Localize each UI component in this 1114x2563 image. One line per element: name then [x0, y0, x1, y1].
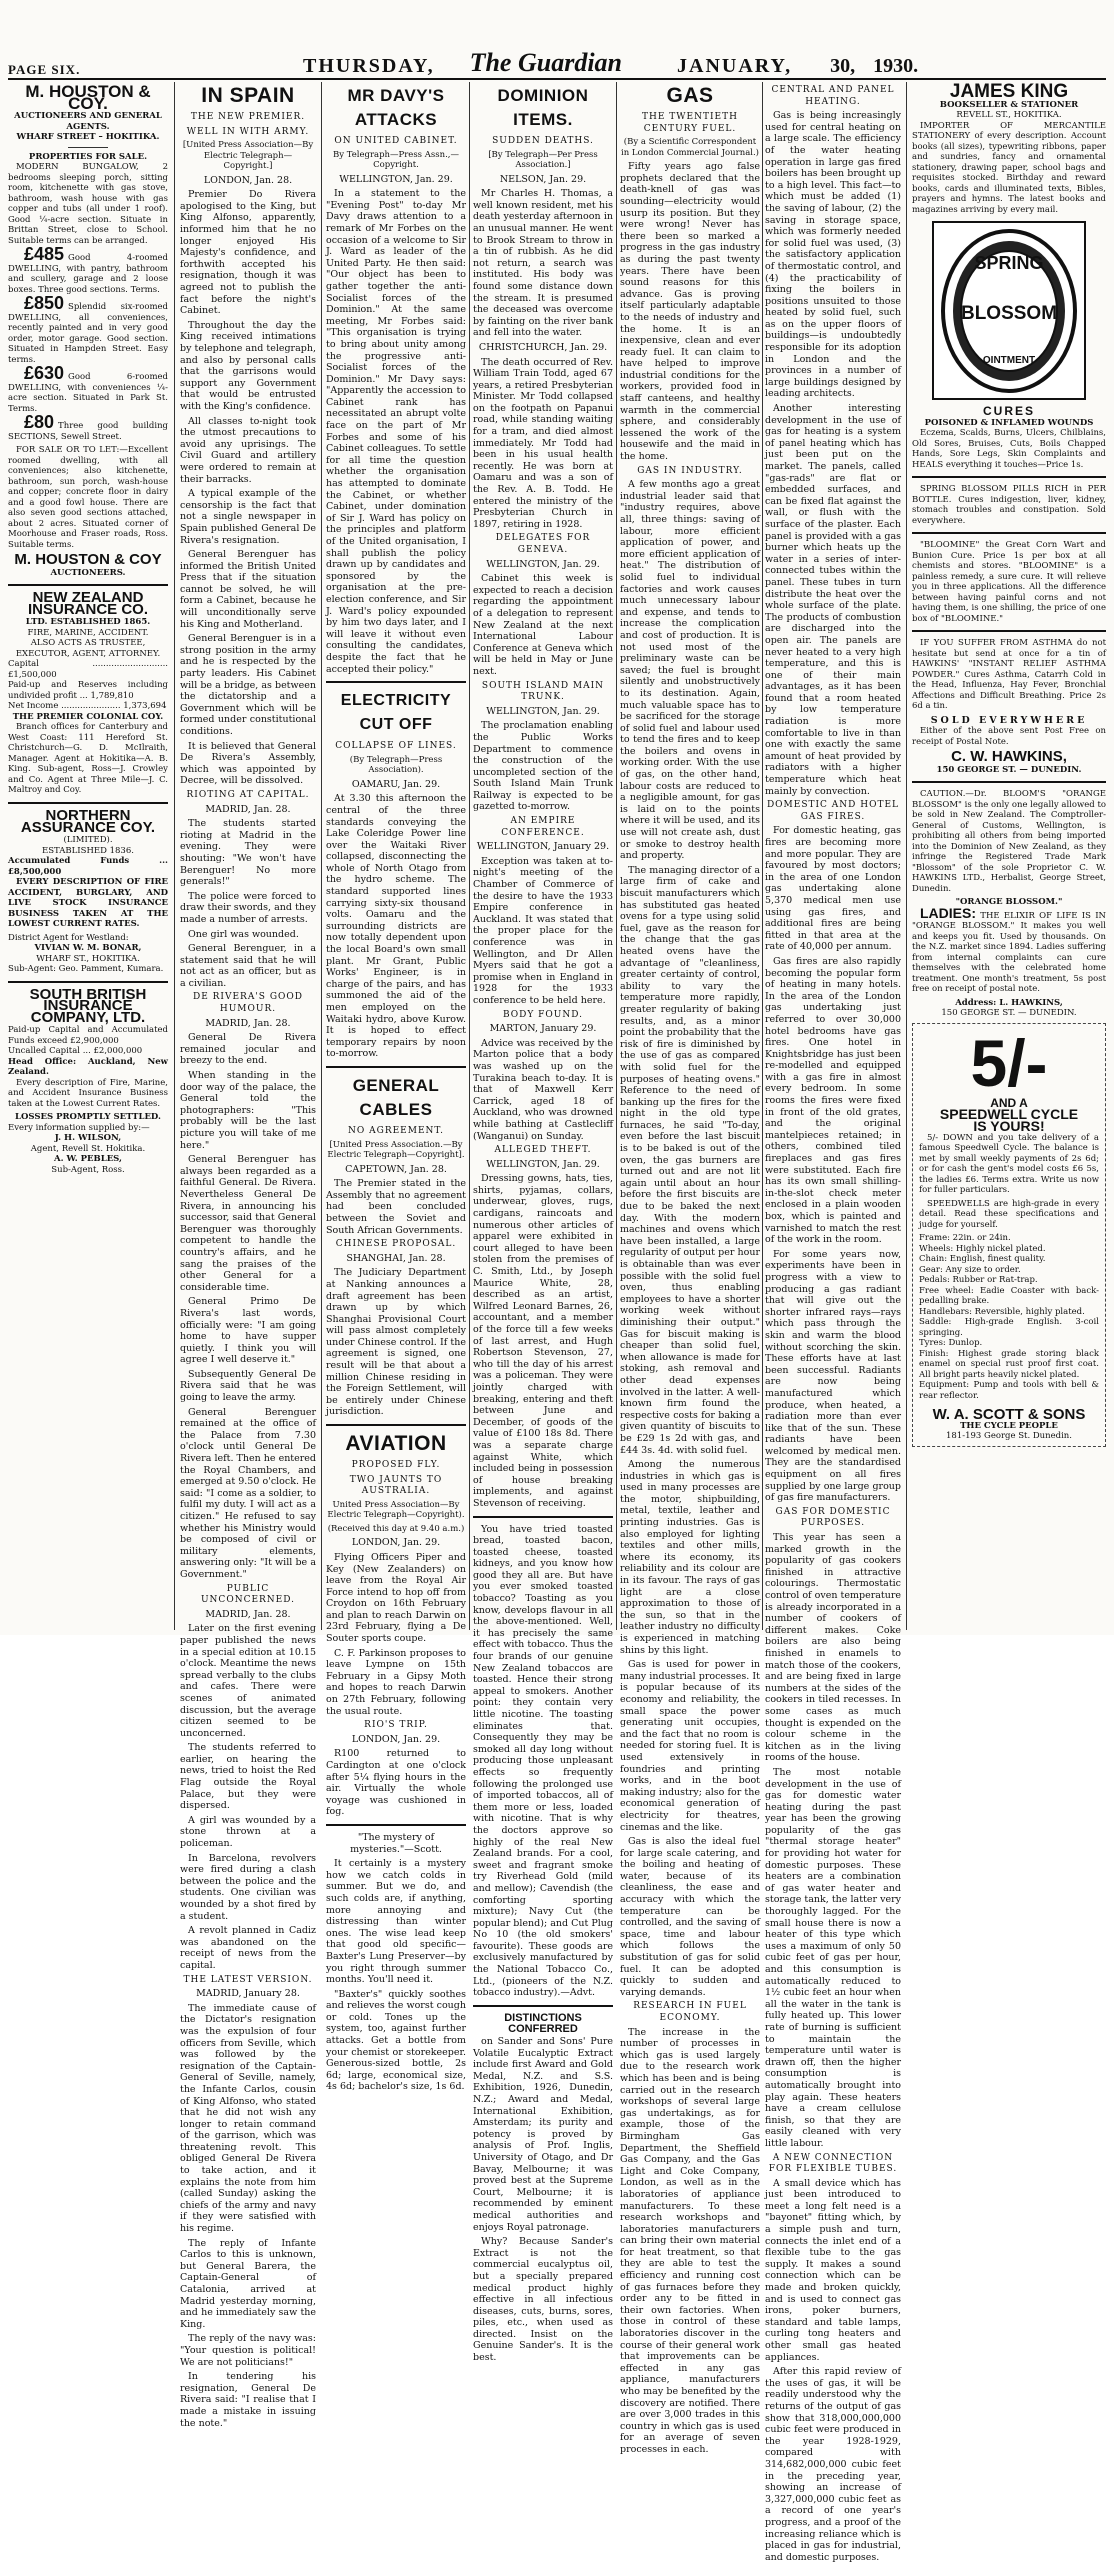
paragraph: The reply of the navy was: "Your question is political! We are not politicians!": [180, 2333, 316, 2368]
insurance-uncalled: Uncalled Capital ... £2,000,000: [8, 1046, 143, 1057]
spec-item: Handlebars: Reversible, highly plated.: [919, 1306, 1085, 1317]
paragraph: Another interesting development in the use of gas for heating is a system of panel heating which has just been put on the market. The panels, called "gas-rads" are flat or embedded surfaces, and can be fixed flat against the wall, or flush with the surface of the plaster. Each panel is provided with a gas burner which heats up the water in a series of inter-connected tubes within the panel. These tubes in turn distribute the heat over the whole surface of the plate. The products of combustion are discharged into the open air. The panels are never heated to a very high temperature, and this is one of their main advantages, as it has been found that a room heated by low temperature radiation is more comfortable to live in than one with exactly the same amount of heat provided by radiators with a higher temperature which heat mainly by convection.: [765, 403, 901, 797]
spec-item: Gear: Any size to order.: [919, 1264, 1021, 1275]
firm-address: REVELL ST., HOKITIKA.: [956, 110, 1062, 121]
column-rule: [762, 82, 763, 1630]
issue-year: 1930.: [873, 55, 919, 77]
issue-month: JANUARY,: [677, 55, 793, 77]
advert-quote: "The mystery of mysteries."—Scott.: [350, 1831, 442, 1855]
article-subhead: WELL IN WITH ARMY.: [186, 126, 310, 137]
divider: [912, 781, 1106, 783]
divider: [8, 584, 168, 586]
firm-subtitle: AUCTIONEERS AND GENERAL AGENTS.: [14, 111, 162, 132]
spec-item: Chain: English, finest quality.: [919, 1254, 1046, 1265]
dateline: WELLINGTON, January 29.: [476, 841, 610, 853]
paragraph: The reply of Infante Carlos to this is unknown, but General Barera, the Captain-General of Catalonia, arrived at Madrid yesterday morning, and he immediately saw the King.: [180, 2237, 316, 2330]
dateline: OAMARU, Jan. 29.: [351, 778, 441, 790]
column-rule: [616, 82, 617, 1630]
cures-heading: CURES: [982, 404, 1035, 419]
divider: [8, 981, 168, 983]
article-subhead: CENTRAL AND PANEL HEATING.: [771, 85, 895, 107]
cycle-intro: SPEEDWELLS are high-grade in every detail. Read these specifications and judge for yourself.: [919, 1198, 1099, 1230]
insurance-branch-offices: Branch offices for Canterbury and West Coast: 111 Hereford St. Christchurch—G. D. McIlraith, Manager. Agent at Hokitika—A. B. King. Sub-agent, Ross—J. Crowley and Co. Agent at Three Mile—J. C. Maltroy and Coy.: [8, 722, 168, 796]
property-listing: Good 4-roomed DWELLING, with pantry, bathroom and scullery, garage and 2 loose boxes. Three good sections. Terms.: [8, 253, 168, 295]
paragraph: C. F. Parkinson proposes to leave Lympne on 15th February in a Gipsy Moth and hopes to reach Darwin on 27th February, following the usual route.: [326, 1647, 466, 1717]
insurance-also: ALSO ACTS AS TRUSTEE, EXECUTOR, AGENT, ATTORNEY.: [15, 638, 161, 659]
paragraph: R100 returned to Cardington at one o'clock after 5¼ flying hours in the air. Virtually the whole voyage was cushioned in fog.: [326, 1748, 466, 1818]
advert-paragraph: on Sander and Sons' Pure Volatile Eucalyptic Extract include first Award and Gold Medal, N.Z. and S.S. Exhibition, 1926, Dunedin, N.Z.; Award and Medal, International Exhibition, Amsterdam; its purity and potency is proved by analysis of Prof. Inglis, University of Otago, and Dr Bavay, Melbourne; it was proved best at the Supreme Court, Melbourne; it is recommended by eminent medical authorities and enjoys Royal patronage.: [473, 2036, 613, 2233]
paragraph: Later on the first evening paper published the news in a special edition at 10.15 o'clock. Meantime the news spread verbally to the clubs and cafes. There were scenes of animated discussion, but the average citizen seemed to be unconcerned.: [180, 1623, 316, 1739]
properties-heading: PROPERTIES FOR SALE.: [28, 151, 148, 162]
article-subhead: COLLAPSE OF LINES.: [335, 741, 457, 752]
paragraph: For some years now, experiments have been in progress with a view to producing a gas radiant that will give out the shorter infrared rays—rays which pass through the skin and warm the blood without scorching the skin. These efforts have at last been successful. Radiants are now being manufactured which produce, when heated, a radiation more than ever like that of the sun. These radiants have been welcomed by medical men. They are the standardised equipment on all fires supplied by one large group of gas fire manufacturers.: [765, 1248, 901, 1504]
sold-note: Either of the above sent Post Free on receipt of Postal Note.: [912, 726, 1106, 747]
spec-item: Pedals: Rubber or Rat-trap.: [919, 1275, 1038, 1286]
paragraph: The increase in the number of processes in which gas is used largely due to the research work which has been and is being carried out in the research workshops of several large gas undertakings, as for example, those of the Birmingham Gas Department, the Sheffield Gas Company, and the Gas Light and Coke Company, London, as well as in the laboratories of appliance manufacturers. To these research workshops and laboratories manufacturers can bring their own material for heat treatment, so that they are able to test the efficiency and running cost of gas furnaces before they order any to be fitted in their own factories. When those in control of these laboratories discover in the course of their general work that improvements can be effected in any gas appliance, manufacturers who may be benefited by the discovery are notified. There are over 3,000 trades in this country in which gas is used for an average of seven processes in each.: [620, 2026, 760, 2455]
wire-credit: [By Telegraph—Per Press Association.]: [488, 149, 598, 171]
column-gas: [620, 82, 760, 2455]
article-subhead: DELEGATES FOR GENEVA.: [495, 533, 591, 555]
agent-heading: District Agent for Westland:: [8, 932, 129, 943]
scott-address: 181-193 George St. Dunedin.: [946, 1431, 1072, 1442]
page-number: PAGE SIX.: [8, 62, 81, 77]
paragraph: It is believed that General De Rivera's Assembly, which was appointed by Decree, will be dissolved.: [180, 740, 316, 787]
insurance-company-name: SOUTH BRITISH INSURANCE COMPANY, LTD.: [29, 985, 147, 1026]
agent-name: J. H. WILSON,: [54, 1133, 122, 1144]
cycle-brand: SPEEDWELL CYCLE: [939, 1106, 1079, 1123]
paragraph: The most notable development in the use of gas for domestic water heating during the past year has been the growing popularity of the gas "thermal storage heater" for providing hot water for domestic purposes. These heaters are a combination of gas water heater and storage tank, the latter very thoroughly lagged. For the small house there is now a heater of this type which uses a maximum of only 50 cubic feet of gas per hour, and this consumption is automatically reduced to 1½ cubic feet an hour when all the water in the tank is fully heated up. This lower rate of burning is sufficient to maintain the temperature until water is drawn off, then the higher consumption is automatically brought into play again. These heaters have a cream cellulose finish, so that they are easily cleaned with very little labour.: [765, 1766, 901, 2149]
paragraph: Gas is also the ideal fuel for large scale catering, and the boiling and heating of water, because of its cleanliness, the ease and accuracy with which the temperature can be controlled, and the saving of space, time and labour which follows the substitution of gas for solid fuel. It can be adopted quickly to sudden and varying demands.: [620, 1836, 760, 1998]
dateline: CAPETOWN, Jan. 28.: [345, 1163, 447, 1175]
spec-item: Free wheel: Eadie Coaster with back-pedalling brake.: [919, 1285, 1099, 1307]
wire-credit: By Telegraph—Press Assn.,—Copyright.: [332, 149, 459, 171]
blossom-top-text: SPRING: [974, 253, 1044, 274]
column-rule: [321, 82, 322, 1630]
paragraph: Flying Officers Piper and Key (New Zealanders) on leave from the Royal Air Force intend to hop off from Croydon on 16th February and plan to reach Darwin on 23rd February, flying a De Souter sports coupe.: [326, 1551, 466, 1645]
orange-blossom-heading: "ORANGE BLOSSOM.": [955, 897, 1063, 908]
paragraph: After this rapid review of the uses of gas, it will be readily understood why the returns of the output of gas show that 318,000,000,000 cubic feet were produced in the year 1928-1929, compared with 314,682,000,000 cubic feet in the preceding year, showing an increase of 3,327,000,000 cubic feet as a record of one year's progress, and a proof of the increasing reliance which is placed in gas for industrial, and domestic purposes.: [765, 2366, 901, 2563]
dateline: MADRID, Jan. 28.: [205, 1608, 291, 1620]
paragraph: Exception was taken at to-night's meeting of the Chamber of Commerce of the desire to have the 1933 Empire conference in Auckland. It was stated that the proper place for the conference was in Wellington, and Dr Allen Myers said that he got a promise when in England in 1928 for the 1933 conference to be held here.: [473, 855, 613, 1006]
paragraph: General Berenguer, in a statement said that he will not act as an officer, but as a civilian.: [180, 943, 316, 989]
firm-name-james-king: JAMES KING: [949, 81, 1069, 102]
sub-agent: Sub-Agent: Geo. Pamment, Kumara.: [8, 964, 164, 975]
ladies-heading: LADIES:: [920, 904, 976, 921]
paragraph: The police were forced to draw their swords, and they made a number of arrests.: [180, 890, 316, 925]
agent-address: WHARF ST., HOKITIKA.: [36, 953, 140, 964]
caution-notice: CAUTION.—Dr. BLOOM'S "ORANGE BLOSSOM" is the only one legally allowed to be sold in New Zealand. The Comptroller-General of Customs, Wellington, is prohibiting all others from being imported into the Dominion of New Zealand, as they infringe the Registered Trade Mark "Blossom" of the sole Proprietor C. W. HAWKINS LTD., Herbalist, George Street, Dunedin.: [912, 789, 1106, 894]
column-advertisements-right: [912, 82, 1106, 1630]
asthma-advert: IF YOU SUFFER FROM ASTHMA do not hesitate but send at once for a tin of HAWKINS' "INSTANT RELIEF ASTHMA POWDER." Cures Asthma, Catarrh Cold in the Head, Influenza, Hay Fever, Bronchial Affections and Difficult Breathing. Price 2s 6d a tin.: [912, 638, 1106, 712]
article-subhead: DE RIVERA'S GOOD HUMOUR.: [193, 992, 303, 1015]
article-headline: MR DAVY'S ATTACKS: [347, 86, 445, 129]
paragraph: A revolt planned in Cadiz was abandoned on the receipt of news from the capital.: [180, 1925, 316, 1971]
bloomine-advert: "BLOOMINE" the Great Corn Wart and Bunion Cure. Price 1s per box at all chemists and stores. "BLOOMINE" is a painless remedy, a sure cure. It will relieve you in three applications. All the difference between having painful corns and not having them, is one shilling, the price of one box of "BLOOMINE.": [912, 540, 1106, 624]
article-subhead: SUDDEN DEATHS.: [492, 136, 594, 146]
agent-name: A. W. PEBLES,: [54, 1154, 122, 1165]
paragraph: General Primo De Rivera's last words, officially were: "I am going home to have supper quietly. I think you will agree I well deserve it.": [180, 1296, 316, 1366]
article-subhead: NO AGREEMENT.: [348, 1125, 444, 1136]
firm-name-houston: M. HOUSTON & COY.: [25, 82, 151, 113]
dateline: WELLINGTON, Jan. 29.: [486, 705, 600, 717]
divider: [326, 1424, 466, 1426]
paragraph: Gas is being increasingly used for central heating on a large scale. The efficiency of the water heating operation in large gas fired boilers has been brought up to a high level. This fact—to which must be added (1) the saving of labour, (2) the saving in storage space, which was formerly needed for solid fuel was used, (3) the satisfactory application of thermostatic control, and (4) the practicability of fixing the boilers in positions unsuited to those heated by solid fuel, such as on the upper floors of buildings—is undoubtedly responsible for its adoption in London and the provinces in a number of large buildings designed by leading architects.: [765, 110, 901, 400]
speedwell-advert: [912, 1023, 1106, 1447]
sold-everywhere: SOLD EVERYWHERE: [930, 714, 1088, 726]
paragraph: General Berenguer has always been regarded as a faithful General. De Rivera. Nevertheless General De Rivera, in announcing his successor, said that General Berenguer was thoroughly competent to handle the country's affairs, and he sang the praises of the other General for a considerable time.: [180, 1154, 316, 1293]
divider: [473, 1516, 613, 1518]
column-rule: [469, 82, 470, 1630]
article-headline: GAS: [666, 84, 714, 107]
dateline: WELLINGTON, Jan. 29.: [486, 1158, 600, 1170]
property-price: £630: [24, 363, 65, 384]
paragraph: Gas is used for power in many industrial processes. It is popular because of its economy and reliability, the small space the power generating unit occupies, and the fact that no room is needed for storing fuel. It is used extensively in foundries and printing works, and in the boot making industry; also for the economical generation of electricity for theatres, cinemas and the like.: [620, 1659, 760, 1833]
insurance-capital: Capital ............................ £1,500,000: [8, 659, 168, 680]
paragraph: In a statement to the "Evening Post" to-day Mr Davy draws attention to a remark of Mr Forbes on the occasion of a welcome to Sir J. Ward as leader of the United Party. He then said: "Our object has been to gather together the anti-Socialist forces of the Dominion." At the same meeting, Mr Forbes said: "This organisation is trying to bring about unity among the progressive anti-Socialist forces of the Dominion." Mr Davy says: "Apparently the accession to Cabinet rank has necessitated an abrupt volte face on the part of Mr Forbes and some of his Cabinet colleagues. To settle for all time the question whether the organisation has attempted to dominate the Cabinet, or whether Cabinet, under domination of Sir J. Ward has policy on the principles and platform of the United organisation, I shall publish the policy drawn up by candidates and sponsored by the organisation at the pre-election conference, and Sir J. Ward's policy expounded by him two days later, and I will leave it without even consulting the candidates, despite the fact that he accepted their policy.": [326, 188, 466, 675]
article-subhead: AN EMPIRE CONFERENCE.: [501, 816, 585, 838]
divider: [912, 476, 1106, 478]
dateline: LONDON, Jan. 29.: [351, 1537, 441, 1549]
paragraph: The managing director of a large firm of cake and biscuit manufacturers which has substituted gas heated ovens for a type using solid fuel, gave as the reason for the change that the gas heated ovens have the advantage of "cleanliness, greater certainty of control, ability to vary the temperature more rapidly, greater regularity of baking results, and, as a minor point the probability that the risk of fire is diminished by the use of gas as compared with solid fuel for the purposes of heating ovens." Reference to the need of banking up the fires for the night in the old type furnaces, he said "To-day, even before the last biscuit is to be baked is out of the oven, the gas burners are turned out and are not lit again until about an hour before the first biscuits are due to be baked the next day. With the modern machines and ovens which have been installed, a large regularity of output per hour is obtainable than was ever possible with the solid fuel oven, thus enabling employees to have a shorter working week without diminishing their output." Gas for biscuit making is cheaper than solid fuel, when allowance is made for stoking, ash removal and other dead expenses involved in the latter. A well-known firm found the respective costs for baking a given quantity of biscuits to be £29 1s 2d with gas, and £44 3s. 4d. with solid fuel.: [620, 864, 760, 1456]
dateline: MARTON, January 29.: [489, 1023, 597, 1035]
divider: [326, 681, 466, 683]
column-rule: [174, 82, 175, 1630]
article-subhead: ON UNITED CABINET.: [334, 136, 458, 146]
paragraph: Subsequently General De Rivera said that he was going to leave the army.: [180, 1368, 316, 1404]
divider: [68, 147, 108, 148]
insurance-funds: Accumulated Funds ... £8,500,000: [8, 856, 168, 877]
issue-day: THURSDAY,: [303, 55, 435, 77]
agent-address: Sub-Agent, Ross.: [51, 1164, 125, 1175]
insurance-losses: LOSSES PROMPTLY SETTLED.: [15, 1112, 161, 1123]
paragraph: Throughout the day the King received intimations by telephone and telegraph, and also by personal calls that the garrisons would support any Government that would be entrusted with the King's confidence.: [180, 319, 316, 412]
agent-name: VIVIAN W. M. BONAR,: [34, 943, 142, 954]
property-price: £485: [24, 244, 65, 265]
article-subhead: RESEARCH IN FUEL ECONOMY.: [633, 2001, 747, 2023]
advert-paragraph: You have tried toasted bread, toasted bacon, toasted cheese, toasted kidneys, and you know how good they all are. But have you ever smoked toasted tobacco? Toasting as you know, develops flavour in all the above-mentioned. Well, it has precisely the same effect with tobacco. Thus the four brands of our genuine New Zealand tobaccos are toasted. Hence their strong appeal to smokers. Another point: they contain very little nicotine. The toasting eliminates that. Consequently they may be smoked all day long without producing those unpleasant effects so frequently following the prolonged use of imported tobaccos, all of them more or less, loaded with nicotine. That is why the doctors approve so highly of the real New Zealand brands. For a cool, sweet and fragrant smoke try Riverhead Gold (mild and mellow); Cavendish (the comforting sporting mixture); Navy Cut (the popular blend); and Cut Plug No 10 (the old smokers' favourite). These goods are exclusively manufactured by the National Tobacco Co., Ltd., (pioneers of the N.Z. tobacco industry).—Advt.: [473, 1523, 613, 1999]
spec-item: Equipment: Pump and tools with bell & rear reflector.: [919, 1380, 1099, 1401]
insurance-info: Every information supplied by:—: [8, 1122, 150, 1133]
insurance-established: ESTABLISHED 1836.: [42, 845, 134, 856]
insurance-company-name: NORTHERN ASSURANCE COY.: [20, 806, 156, 836]
column-dominion-items: [473, 82, 613, 2364]
divider: [912, 532, 1106, 534]
firm-subtitle: BOOKSELLER & STATIONER: [939, 99, 1079, 110]
article-subhead: THE NEW PREMIER.: [190, 112, 306, 122]
insurance-description: EVERY DESCRIPTION OF FIRE ACCIDENT, BURGLARY, AND LIVE STOCK INSURANCE BUSINESS TAKEN AT THE LOWEST CURRENT RATES.: [8, 877, 168, 930]
column-in-spain: [180, 82, 316, 2429]
paragraph: The Judiciary Department at Nanking announces a draft agreement has been drawn up by which Shanghai Provisional Court will pass almost completely under Chinese control. If the agreement is signed, one result will be that about a million Chinese residing in the Foreign Settlement, will be entirely under Chinese jurisdiction.: [326, 1267, 466, 1418]
paragraph: At 3.30 this afternoon the central of the three standards conveying the Lake Coleridge Power line over the Waitaki River collapsed, disconnecting the whole of North Otago from the hydro scheme. The standard supported lines carrying sixty-six thousand volts. Oamaru and the surrounding districts are now totally dependent upon the local Board's own small plant. Mr Grant, Public Works' Engineer, is in charge of the pairs, and has summoned the aid of the men employed on the Waitaki hydro, above Kurow. It is hoped to effect temporary repairs by noon to-morrow.: [326, 793, 466, 1060]
advert-heading: DISTINCTIONS CONFERRED: [504, 2011, 582, 2036]
firm-description: IMPORTER OF MERCANTILE STATIONERY of every description. Account books (all sizes), typewriting ribbons, paper and sundries, fancy and ornamental stationery, drawing paper, school bags and requisites stocked. Birthday and reward books, cards and illuminated texts, Bibles, prayers and hymns. The latest books and magazines arriving by every mail.: [912, 120, 1106, 215]
paragraph: Advice was received by the Marton police that a body was washed up on the Turakina beach to-day. It is that of Maxwell Kerr Carrick, aged 18 of Auckland, who was drowned while bathing at Castlecliff (Wanganui) on Sunday.: [473, 1037, 613, 1142]
paragraph: The students started rioting at Madrid in the evening. They were shouting: "We won't have Berenguer! No more generals!": [180, 818, 316, 888]
dateline: NELSON, Jan. 29.: [499, 173, 587, 185]
article-credit: (By a Scientific Correspondent in London Commercial Journal.): [620, 137, 759, 158]
insurance-established: LTD. ESTABLISHED 1865.: [25, 617, 151, 628]
article-subhead: THE LATEST VERSION.: [183, 1974, 313, 1985]
price-five-shillings: 5/-: [970, 1025, 1048, 1100]
dateline: MADRID, January 28.: [196, 1988, 300, 2000]
divider: [473, 2005, 613, 2007]
insurance-capital: Paid-up Capital and Accumulated Funds exceed £2,900,000: [8, 1025, 168, 1046]
hawkins-address: 150 GEORGE ST. — DUNEDIN.: [936, 764, 1082, 775]
article-subhead: TWO JAUNTS TO AUSTRALIA.: [349, 1474, 443, 1497]
paragraph: In tendering his resignation, General De Rivera said: "I realise that I made a mistake in issuing the note.": [180, 2371, 316, 2429]
article-subhead: ALLEGED THEFT.: [494, 1145, 592, 1156]
article-headline: ELECTRICITY CUT OFF: [340, 692, 452, 734]
received-note: (Received this day at 9.40 a.m.): [327, 1523, 465, 1534]
article-headline: GENERAL CABLES: [352, 1075, 440, 1119]
cycle-terms: 5/- DOWN and you take delivery of a famous Speedwell Cycle. The balance is met by small weekly payments of 2s 6d; or for cash the gent's model costs £6 5s, the ladies £6. Terms extra. Write us now for fuller particulars.: [919, 1132, 1099, 1196]
paragraph: In Barcelona, revolvers were fired during a clash between the police and the students. One civilian was wounded by a shot fired by a student.: [180, 1852, 316, 1922]
paragraph: General Berenguer remained at the office of the Palace from 7.30 o'clock until General De Rivera left. Then he entered the Royal Chambers, and emerged at 9.50 o'clock. He said: "I come as a soldier, to fulfil my duty. I will act as a citizen." He refused to say whether his Ministry would be composed of civil or military elements, answering only: "It will be a Government.": [180, 1406, 316, 1580]
paragraph: When standing in the door way of the palace, the General told the photographers: "This probably will be the last picture you will take of me here.": [180, 1070, 316, 1151]
column-gas-continued: [765, 82, 901, 2563]
paragraph: The immediate cause of the Dictator's resignation was the expulsion of four officers from Seville, which was followed by the resignation of the Captain-General of Seville, namely, the Infante Carlos, cousin of King Alfonso, who stated that he did not wish any longer to retain command of the garrison, which was threatening revolt. This obliged General De Rivera to take action, and it explains the note from him (called Sunday) asking the chiefs of the army and navy if they were satisfied with his regime.: [180, 2002, 316, 2235]
property-listing: Good 6-roomed DWELLING, with conveniences ¼-acre section. Situated in Park St. Terms.: [8, 372, 168, 414]
insurance-description: Every description of Fire, Marine, and Accident Insurance Business taken at the Lowest Current Rates.: [8, 1077, 168, 1109]
article-subhead: PUBLIC UNCONCERNED.: [200, 1583, 296, 1606]
paragraph: The students referred to earlier, on hearing the news, tried to hoist the Red Flag outside the Royal Palace, but they were dispersed.: [180, 1742, 316, 1812]
article-subhead: PROPOSED FLY.: [351, 1460, 441, 1471]
property-listing: MODERN BUNGALOW, 2 bedrooms sleeping porch, sitting room, kitchenette with gas stove, bathroom, wash house with gas copper and tubs (all under 1 roof). Good ¼-acre section. Situate in Brittan Street, close to School. Suitable terms can be arranged.: [8, 162, 168, 246]
dateline: WELLINGTON, Jan. 29.: [486, 558, 600, 570]
dateline: MADRID, Jan. 28.: [205, 803, 291, 815]
article-subhead: BODY FOUND.: [502, 1009, 584, 1020]
scott-subtitle: THE CYCLE PEOPLE: [960, 1420, 1058, 1431]
paragraph: The proclamation enabling the Public Works Department to commence the construction of the uncompleted section of the South Island Main Trunk Railway is expected to be gazetted to-morrow.: [473, 720, 613, 813]
hawkins-name: C. W. HAWKINS,: [951, 748, 1067, 766]
cures-description: Eczema, Scalds, Burns, Ulcers, Chilblains, Old Sores, Bruises, Cuts, Boils Chapped Hands, Sore Legs, Skin Complaints and HEALS everything it touches—Price 1s.: [912, 428, 1106, 470]
cures-subheading: POISONED & INFLAMED WOUNDS: [924, 417, 1094, 428]
masthead: [8, 48, 1106, 80]
wire-credit: [United Press Association.—By Electric Telegraph—Copyright].: [327, 1139, 465, 1161]
article-subhead: SOUTH ISLAND MAIN TRUNK.: [481, 680, 605, 703]
paragraph: A few months ago a great industrial leader said that "industry requires, above all, three things: saving of labour, more efficient application of power, and more efficient application of heat." The distribution of solid fuel to individual factories and work causes much unnecessary labour and expense, and tends to increase the complication and cost of production. It is not used most of the preliminary waste can be saved; the fuel is brought silently and unobstructively to its destination. Again, much valuable space has to be sacrificed for the storage of solid fuel and labour used to tend the fires and to keep the boilers and ovens in working order. With the use of gas, on the other hand, labour costs are reduced to a negligible amount, for gas is laid on to the points where it will be used, and its use will not create ash, dust or smoke to destroy health and property.: [620, 479, 760, 862]
cycle-tagline-2: IS YOURS!: [973, 1118, 1045, 1135]
paragraph: General De Rivera remained jocular and breezy to the end.: [180, 1032, 316, 1067]
article-subhead: RIOTING AT CAPITAL.: [186, 789, 310, 800]
paragraph: A typical example of the censorship is the fact that not a single newspaper in Spain published General De Rivera's resignation.: [180, 488, 316, 546]
paragraph: General Berenguer has informed the British United Press that if the situation cannot be solved, he will form a Cabinet, because he will unconditionally serve his King and Motherland.: [180, 549, 316, 630]
insurance-head-office: Head Office: Auckland, New Zealand.: [8, 1056, 168, 1078]
article-subhead: GAS IN INDUSTRY.: [637, 465, 743, 476]
insurance-income: Net Income ...................... 1,373,694: [8, 701, 167, 712]
paragraph: One girl was wounded.: [188, 928, 299, 940]
advert-paragraph: It certainly is a mystery how we catch colds in summer. But we do, and such colds are, if anything, more annoying and distressing than winter ones. The wise lead keep that good old specific—Baxter's Lung Preserver—by you right through summer months. You'll need it.: [326, 1858, 466, 1986]
dateline: SHANGHAI, Jan. 28.: [346, 1252, 446, 1264]
blossom-main-text: BLOSSOM: [960, 303, 1058, 325]
paragraph: A small device which has just been introduced to meet a long felt need is a "bayonet" fitting which, by a simple push and turn, connects the inlet end of a flexible tube to the gas supply. It makes a sound connection which can be made and broken quickly, and is used to connect gas irons, poker burners, standard and table lamps, curling tong heaters and other small gas heated appliances.: [765, 2177, 901, 2363]
dateline: LONDON, Jan. 29.: [351, 1733, 441, 1745]
pills-advert: SPRING BLOSSOM PILLS RICH in PER BOTTLE. Cures indigestion, liver, kidney, stomach troubles and constipation. Sold everywhere.: [912, 484, 1106, 526]
article-headline: IN SPAIN: [201, 84, 295, 107]
blossom-oval-graphic: [934, 223, 1084, 398]
spring-blossom-logo: [932, 221, 1086, 400]
blossom-bottom-text: OINTMENT: [982, 355, 1036, 367]
insurance-company-name: NEW ZEALAND INSURANCE CO.: [27, 589, 148, 618]
scott-firm-name: W. A. SCOTT & SONS: [932, 1406, 1086, 1424]
article-headline: DOMINION ITEMS.: [497, 86, 589, 129]
divider: [326, 1824, 466, 1826]
article-subhead: RIO'S TRIP.: [364, 1720, 428, 1731]
column-advertisements-left: [8, 82, 168, 1630]
property-listing: Splendid six-roomed DWELLING, all conveniences, recently painted and in very good order, motor garage. Good section. Situated in Hampden Street. Easy terms.: [8, 302, 168, 365]
advert-paragraph: "Baxter's" quickly soothes and relieves the worst cough or cold. Tones up the system, too, against further attacks. Get a bottle from your chemist or storekeeper. Generous-sized bottle, 2s 6d; large, economical size, 4s 6d; bachelor's size, 1s 6d.: [326, 1988, 466, 2093]
divider: [912, 630, 1106, 632]
agent-address: Agent, Revell St. Hokitika.: [30, 1143, 146, 1154]
paragraph: The Premier stated in the Assembly that no agreement had been concluded between the Soviet and South African Governments.: [326, 1178, 466, 1236]
article-subhead: GAS FOR DOMESTIC PURPOSES.: [775, 1506, 891, 1529]
dateline: MADRID, Jan. 28.: [205, 1017, 291, 1029]
paragraph: A girl was wounded by a stone thrown at a policeman.: [180, 1814, 316, 1850]
paragraph: Fifty years ago false prophets declared that the death-knell of gas was sounding—electricity would usurp its position. But they were wrong! Never has there been so marked a progress in the gas industry as during the past twenty years. There have been sound reasons for this advance. Gas is proving itself particularly adaptable to the needs of industry and the home. It is an inexpensive, clean and ever ready fuel. It can claim to have helped to improve industrial conditions for the workers, provided food in staff canteens, and healthy warmth in the commercial sphere, and considerably lessened the work of the housewife and the maid in the home.: [620, 161, 760, 463]
paragraph: This year has seen a marked growth in the popularity of gas cookers finished in attractive colourings. Thermostatic control of oven temperature is already incorporated in a number of cookers of different makes. Coke boilers are also being finished in enamels to match those of the cookers, and are being fixed in large numbers at the sides of the cookers in tiled recesses. In some cases as much thought is expended on the colour scheme in the kitchen as in the living rooms of the house.: [765, 1532, 901, 1764]
ladies-address: Address: L. HAWKINS,: [955, 997, 1063, 1008]
issue-day-number: 30,: [830, 55, 856, 77]
firm-name-houston-footer: M. HOUSTON & COY: [14, 551, 162, 569]
property-listing: FOR SALE OR TO LET:—Excellent roomed dwelling, with all conveniences; also kitchenette, bathroom, sun porch, wash-house and copper; concrete floor in dairy and a good fowl house. There are also seven good sections attached, about 2 acres. Situated corner of Moorhouse and Fraser roads, Ross. Suitable terms.: [8, 445, 168, 550]
column-davy-attacks: [326, 82, 466, 2093]
insurance-slogan: THE PREMIER COLONIAL COY.: [12, 711, 164, 722]
divider: [8, 802, 168, 804]
paragraph: For domestic heating, gas fires are becoming more and more popular. They are favoured by most doctors; in the area of one London gas undertaking alone 5,370 medical men use using gas fires, and additional fires are being fitted in that area at the rate of 40,000 per annum.: [765, 825, 901, 953]
article-subhead: CHINESE PROPOSAL.: [335, 1239, 457, 1250]
dateline: WELLINGTON, Jan. 29.: [339, 173, 453, 185]
property-listing: Three good building SECTIONS, Sewell Street.: [8, 421, 168, 442]
insurance-lines: FIRE, MARINE, ACCIDENT.: [27, 627, 149, 638]
article-subhead: THE TWENTIETH CENTURY FUEL.: [642, 112, 738, 134]
article-headline: AVIATION: [345, 1432, 447, 1456]
ladies-address-line-2: 150 GEORGE ST. — DUNEDIN.: [941, 1008, 1077, 1019]
dateline: CHRISTCHURCH, Jan. 29.: [478, 341, 608, 353]
dateline: LONDON, Jan. 28.: [203, 174, 293, 186]
spec-item: Saddle: High-grade English. 3-coil springing.: [919, 1317, 1099, 1338]
paragraph: The death occurred of Rev. William Train Todd, aged 67 years, a retired Presbyterian Minister. Mr Todd collapsed on the footpath on Papanui road, while standing waiting for a tram, and died almost immediately. Mr Todd had been in his usual health recently. He was born at Oamaru and was a son of the Rev. A. B. Todd. He entered the ministry of the Presbyterian Church in 1897, retiring in 1928.: [473, 356, 613, 530]
spec-item: Tyres: Dunlop.: [919, 1338, 983, 1349]
column-rule: [906, 82, 907, 1630]
advert-paragraph: Why? Because Sander's Extract is not the commercial eucalyptus oil, but a specially prepared medical product highly effective in all infectious diseases, cuts, burns, sores, piles, etc., when used as directed. Insist on the Genuine Sander's. It is the best.: [473, 2236, 613, 2364]
paragraph: Cabinet this week is expected to reach a decision regarding the appointment of a delegation to represent New Zealand at the next International Labour Conference at Geneva which will be held in May or June next.: [473, 573, 613, 677]
divider: [326, 1066, 466, 1068]
paragraph: General Berenguer is in a strong position in the army and he is respected by the party leaders. His Cabinet will be a bridge, as between the dictatorship and a Government which will be formed under constitutional conditions.: [180, 633, 316, 737]
article-subhead: A NEW CONNECTION FOR FLEXIBLE TUBES.: [768, 2152, 898, 2175]
article-subhead: DOMESTIC AND HOTEL GAS FIRES.: [766, 800, 900, 822]
wire-credit: (By Telegraph—Press Association).: [349, 754, 443, 776]
cycle-tagline: AND A: [990, 1095, 1028, 1110]
property-price: £80: [24, 412, 55, 433]
newspaper-title: The Guardian: [469, 48, 622, 77]
firm-subtitle: AUCTIONEERS.: [50, 567, 126, 578]
paragraph: Premier Do Rivera apologised to the King, but King Alfonso, apparently, informed him that he no longer enjoyed His Majesty's confidence, and forthwith accepted his resignation, though it was agreed not to publish the fact before the night's Cabinet.: [180, 189, 316, 317]
paragraph: All classes to-night took the utmost precautions to avoid any uprisings. The Civil Guard and artillery were ordered to remain at their barracks.: [180, 415, 316, 485]
insurance-reserves: Paid-up and Reserves including undivided profit ... 1,789,810: [8, 680, 168, 701]
paragraph: Among the numerous industries in which gas is used in many processes are the motor, shipbuilding, metal, textile, leather and printing industries. Gas is also employed for lighting textiles and other mills, where its economy, its reliability and its colour are in its favour. The rays of gas light are a close approximation to those of the sun, so that in the leather industry no difficulty is experienced in matching shins by this light.: [620, 1459, 760, 1656]
cycle-specifications: [919, 1233, 1099, 1401]
wire-credit: United Press Association—By Electric Telegraph—Copyright).: [327, 1499, 465, 1521]
paragraph: Gas fires are also rapidly becoming the popular form of heating in many hotels. In the area of the London gas undertaking just referred to over 30,000 hotel bedrooms have gas fires. One hotel in Knightsbridge has just been re-modelled and equipped with a gas fire in almost every bedroom. In some rooms the fires were fixed in front of the old grates, and the original mantelpieces retained; in others, combined tiled fireplaces and gas fires were substituted. Each fire has its own small shilling-in-the-slot check meter enclosed in a plain wooden box, which is painted and varnished to match the rest of the work in the room.: [765, 955, 901, 1246]
spec-item: Wheels: Highly nickel plated.: [919, 1243, 1046, 1254]
paragraph: Dressing gowns, hats, ties, shirts, pyjamas, collars, underwear, gloves, rugs, cardigans, raincoats and numerous other articles of apparel were exhibited in court alleged to have been stolen from the premises of C. Smith, Ltd., by Joseph Maurice White, 28, described as an artist, Wilfred Leonard Barnes, 26, accountant, and a member of the force till a few weeks of last arrest, and Hugh Robertson Stevenson, 27, who till the day of his arrest was a policeman. They were jointly charged with breaking, entering and theft between June and December, of goods of the value of £100 18s 8d. There was a separate charge against White, which included being in possession of house breaking implements, and against Stevenson of receiving.: [473, 1173, 613, 1509]
ladies-description: THE ELIXIR OF LIFE IS IN "ORANGE BLOSSOM." It makes you well and keeps you fit. Used by thousands. On the N.Z. market since 1894. Ladies suffering from internal complaints can cure themselves with the celebrated home treatment. One month's treatment, 5s post free on receipt of postal note.: [912, 910, 1106, 995]
spec-item: Frame: 22in. or 24in.: [919, 1233, 1011, 1244]
spec-item: Finish: Highest grade storing black enamel on special rust proof first coat. All bright parts heavily nickel plated.: [919, 1348, 1099, 1380]
property-price: £850: [24, 293, 65, 314]
paragraph: Mr Charles H. Thomas, a well known resident, met his death yesterday afternoon in an unusual manner. He went to Brook Stream to throw in a tin of rubbish. As he did not return, a search was instituted. His body was found some distance down the stream. It is presumed the deceased was overcome by fainting on the river bank and fell into the water.: [473, 188, 613, 339]
wire-credit: [United Press Association—By Electric Telegraph—Copyright.]: [182, 140, 314, 172]
insurance-subtitle: (LIMITED).: [63, 835, 113, 846]
firm-address: WHARF STREET – HOKITIKA.: [16, 132, 160, 143]
